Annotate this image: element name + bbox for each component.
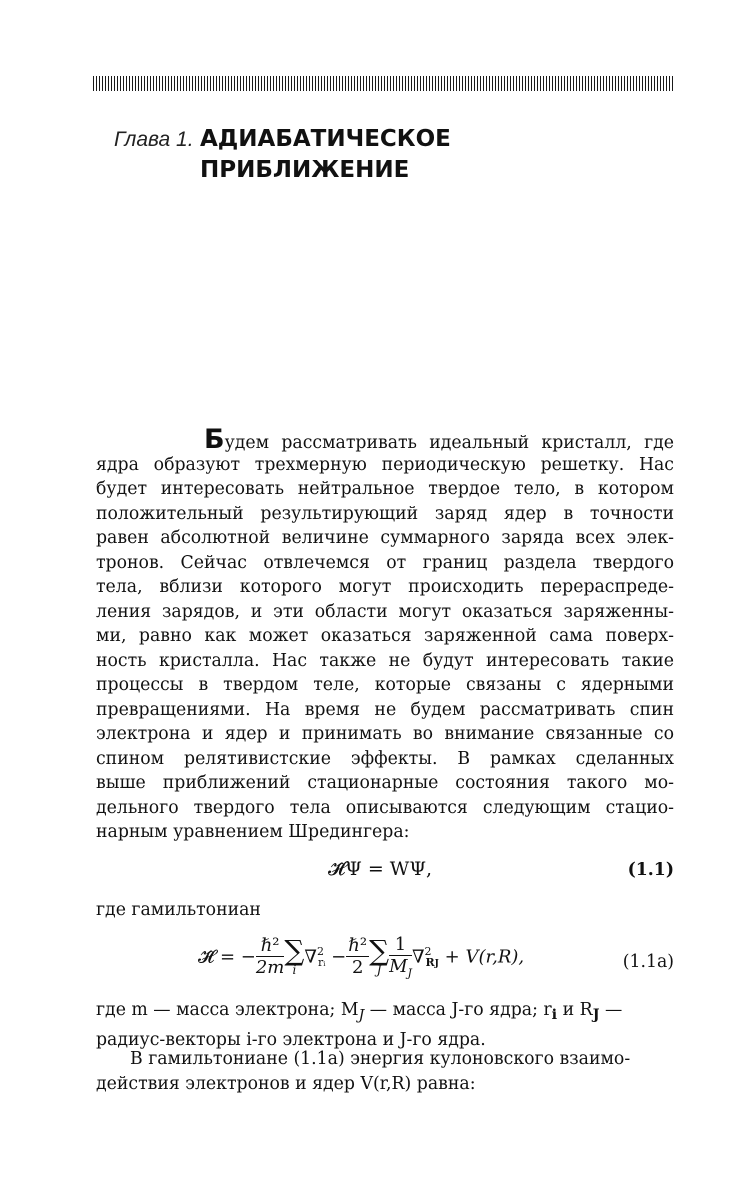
fraction-numerator: ℏ² [348,935,368,957]
definitions-text-d: — [599,1000,623,1020]
nabla-R: ∇ [411,946,425,968]
hamiltonian-symbol: 𝓗̂ [198,946,215,968]
paragraph-line: нарным уравнением Шредингера: [96,822,410,842]
fraction-denominator: 2 [351,957,364,979]
dropcap: Б [204,424,225,455]
equation-1-1a: 𝓗̂ = − $\frac{\text{ℏ²}}{2m}$ ∑ i ∇$^2_{rᵢ}$ − $\frac{\text{ℏ²}}{2}$ ∑ J $\frac{1}{M_J}$ ∇$^2_{RJ}$ + V(r,R), [198,933,525,980]
chapter-title-line-2: ПРИБЛИЖЕНИЕ [200,157,410,183]
equals-minus: = − [214,946,256,968]
definitions-line-2: радиус-векторы i-го электрона и J-го ядра. [96,1029,486,1050]
paragraph-line: превращениями. На время не будем рассматривать спин [96,699,674,720]
definitions-text-b: — масса J-го ядра; r [364,1000,552,1020]
paragraph-coulomb [96,1047,674,1096]
paragraph-line: выше приближений стационарные состояния такого мо- [96,773,674,793]
paragraph-line: ядра образуют трехмерную периодическую решетку. Нас [96,454,674,475]
definitions [96,998,674,1052]
equation-1-1: 𝓗̂Ψ = WΨ, [328,858,433,880]
definitions-sub-a: J [358,1007,365,1024]
sum-index: i [292,962,297,977]
nabla-r-subscript: rᵢ [317,956,326,970]
potential-term: + V(r,R), [438,946,525,968]
paragraph-line: электрона и ядер и принимать во внимание связанные со [96,724,674,744]
paragraph-line: действия электронов и ядер V(r,R) равна: [96,1073,476,1094]
paragraph-line: положительный результирующий заряд ядер в точности [96,503,674,524]
fraction-denominator: 2m [255,957,285,979]
nabla-R-subscript-J: J [434,959,439,970]
equation-1-1-number: (1.1) [627,860,674,880]
definitions-text-a: где m — масса электрона; M [96,1000,359,1020]
paragraph-line: ность кристалла. Нас также не будут интересовать такие [96,650,674,671]
minus-sign: − [325,946,347,968]
definitions-line-1 [96,998,674,1028]
fraction-denominator [389,956,412,980]
mass-symbol: M [389,956,408,977]
paragraph-line: В гамильтониане (1.1а) энергия кулоновского взаимо- [130,1049,631,1069]
paragraph-line: ми, равно как может оказаться заряженной сама поверх- [96,626,674,646]
sum-over-J: ∑ J [369,933,390,977]
paragraph-line-text: удем рассматривать идеальный кристалл, где [224,433,674,453]
paragraph-line: будет интересовать нейтральное твердое тело, в котором [96,479,674,499]
paragraph-line: ления зарядов, и эти области могут оказаться заряженны- [96,601,674,622]
paragraph-line [96,424,674,455]
mass-subscript: J [407,966,412,980]
equation-1-1a-number: (1.1а) [622,952,674,972]
chapter-label: Глава 1. [114,128,194,151]
fraction-numerator: 1 [389,934,412,956]
where-hamiltonian-text: где гамильтониан [96,900,261,920]
paragraph-line: тронов. Сейчас отвлечемся от границ раздела твердого [96,552,674,573]
fraction-hbar2-over-2m [256,935,285,978]
header-rule [93,76,674,91]
paragraph-line: дельного твердого тела описываются следующим стацио- [96,797,674,818]
chapter-title [200,124,451,186]
paragraph-line: спином релятивистские эффекты. В рамках сделанных [96,748,674,769]
nabla-r: ∇ [304,946,317,968]
fraction-hbar2-over-2 [346,935,369,978]
definitions-sub-b: i [551,1006,558,1024]
fraction-numerator: ℏ² [256,935,285,957]
paragraph-line: процессы в твердом теле, которые связаны с ядерными [96,675,674,695]
paragraph-intro [96,424,674,845]
definitions-text-c: и R [557,1000,593,1020]
definitions-sub-c: J [592,1006,600,1024]
chapter-title-line-1: АДИАБАТИЧЕСКОЕ [200,126,451,152]
fraction-1-over-MJ [389,934,412,980]
sum-over-i: ∑ i [284,933,305,977]
sum-index: J [376,962,382,977]
paragraph-line: равен абсолютной величине суммарного заряда всех элек- [96,528,674,548]
paragraph-line: тела, вблизи которого могут происходить перераспреде- [96,577,674,597]
nabla-R-subscript: R [425,956,435,970]
